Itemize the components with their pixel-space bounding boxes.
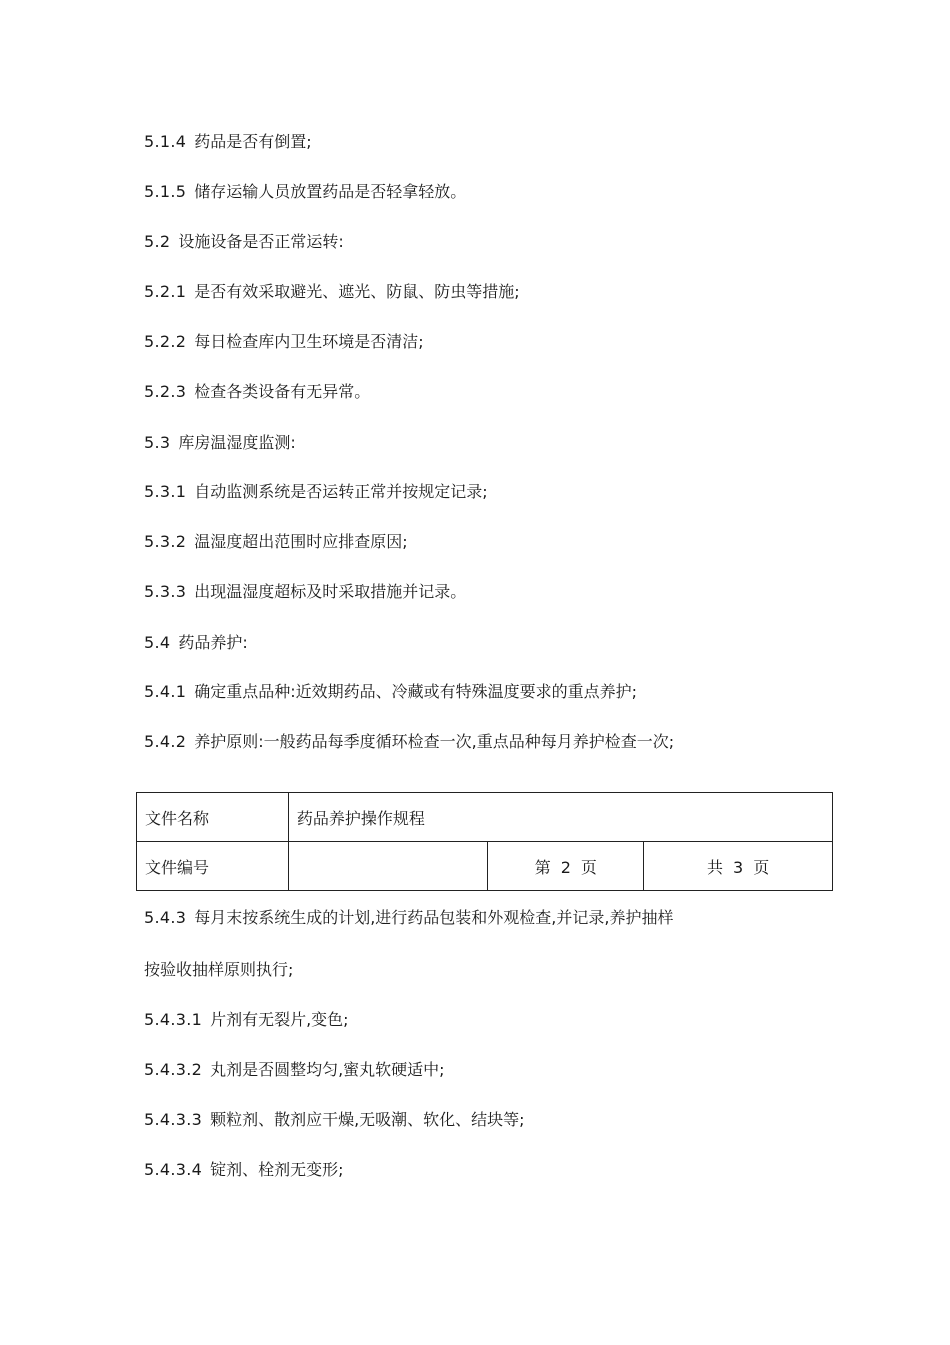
clause-number: 5.4	[144, 633, 171, 652]
clause-text: 自动监测系统是否运转正常并按规定记录;	[194, 482, 488, 501]
clause-number: 5.4.1	[144, 682, 187, 701]
clause-5-4-3-3	[144, 1110, 525, 1130]
clause-text: 储存运输人员放置药品是否轻拿轻放。	[194, 182, 467, 201]
clause-5-1-5	[144, 182, 466, 202]
page-prefix: 第	[534, 857, 551, 877]
clause-5-3-2	[144, 532, 408, 552]
clause-text: 丸剂是否圆整均匀,蜜丸软硬适中;	[210, 1060, 445, 1079]
clause-text: 颗粒剂、散剂应干燥,无吸潮、软化、结块等;	[210, 1110, 525, 1129]
clause-5-3-1	[144, 482, 488, 502]
clause-5-3	[144, 433, 296, 453]
clause-text: 温湿度超出范围时应排查原因;	[194, 532, 408, 551]
page-current: 2	[560, 857, 571, 877]
file-code-row	[137, 842, 833, 891]
clause-text: 检查各类设备有无异常。	[194, 382, 371, 401]
clause-5-4-3	[144, 908, 673, 928]
file-name-row	[137, 793, 833, 842]
clause-5-2	[144, 232, 344, 252]
clause-number: 5.3.3	[144, 582, 187, 601]
page-number-cell	[488, 842, 644, 891]
clause-text: 药品养护:	[178, 633, 248, 652]
file-code-label: 文件编号	[137, 842, 289, 891]
clause-text: 确定重点品种:近效期药品、冷藏或有特殊温度要求的重点养护;	[194, 682, 638, 701]
clause-text: 库房温湿度监测:	[178, 433, 296, 452]
clause-number: 5.2.2	[144, 332, 187, 351]
clause-5-1-4	[144, 132, 312, 152]
clause-text: 是否有效采取避光、遮光、防鼠、防虫等措施;	[194, 282, 520, 301]
clause-number: 5.2.1	[144, 282, 187, 301]
clause-text: 锭剂、栓剂无变形;	[210, 1160, 344, 1179]
clause-number: 5.2.3	[144, 382, 187, 401]
clause-number: 5.2	[144, 232, 171, 251]
clause-5-4-3-2	[144, 1060, 445, 1080]
clause-5-2-1	[144, 282, 520, 302]
clause-5-3-3	[144, 582, 466, 602]
total-suffix: 页	[753, 857, 770, 877]
clause-5-4	[144, 633, 248, 653]
page-total: 3	[733, 857, 744, 877]
clause-number: 5.4.3.1	[144, 1010, 203, 1029]
clause-text: 出现温湿度超标及时采取措施并记录。	[194, 582, 467, 601]
clause-number: 5.4.2	[144, 732, 187, 751]
file-info-table	[136, 792, 833, 891]
page-total-cell	[644, 842, 833, 891]
file-name-value: 药品养护操作规程	[288, 793, 832, 842]
clause-number: 5.3	[144, 433, 171, 452]
page-suffix: 页	[580, 857, 597, 877]
clause-number: 5.3.2	[144, 532, 187, 551]
clause-number: 5.4.3.4	[144, 1160, 203, 1179]
clause-number: 5.1.4	[144, 132, 187, 151]
clause-number: 5.1.5	[144, 182, 187, 201]
file-name-label: 文件名称	[137, 793, 289, 842]
clause-number: 5.4.3.3	[144, 1110, 203, 1129]
clause-5-4-3-continuation	[144, 960, 293, 980]
clause-text: 养护原则:一般药品每季度循环检查一次,重点品种每月养护检查一次;	[194, 732, 675, 751]
clause-number: 5.3.1	[144, 482, 187, 501]
clause-5-4-3-4	[144, 1160, 343, 1180]
clause-text: 片剂有无裂片,变色;	[210, 1010, 349, 1029]
clause-text: 设施设备是否正常运转:	[178, 232, 344, 251]
clause-number: 5.4.3	[144, 908, 187, 927]
total-prefix: 共	[707, 857, 724, 877]
clause-5-2-2	[144, 332, 424, 352]
clause-number: 5.4.3.2	[144, 1060, 203, 1079]
clause-text: 每日检查库内卫生环境是否清洁;	[194, 332, 424, 351]
clause-5-4-3-1	[144, 1010, 349, 1030]
clause-text: 按验收抽样原则执行;	[144, 960, 294, 979]
clause-text: 每月末按系统生成的计划,进行药品包装和外观检查,并记录,养护抽样	[194, 908, 674, 927]
clause-5-2-3	[144, 382, 370, 402]
file-code-value	[288, 842, 488, 891]
clause-5-4-1	[144, 682, 637, 702]
clause-5-4-2	[144, 732, 674, 752]
clause-text: 药品是否有倒置;	[194, 132, 312, 151]
